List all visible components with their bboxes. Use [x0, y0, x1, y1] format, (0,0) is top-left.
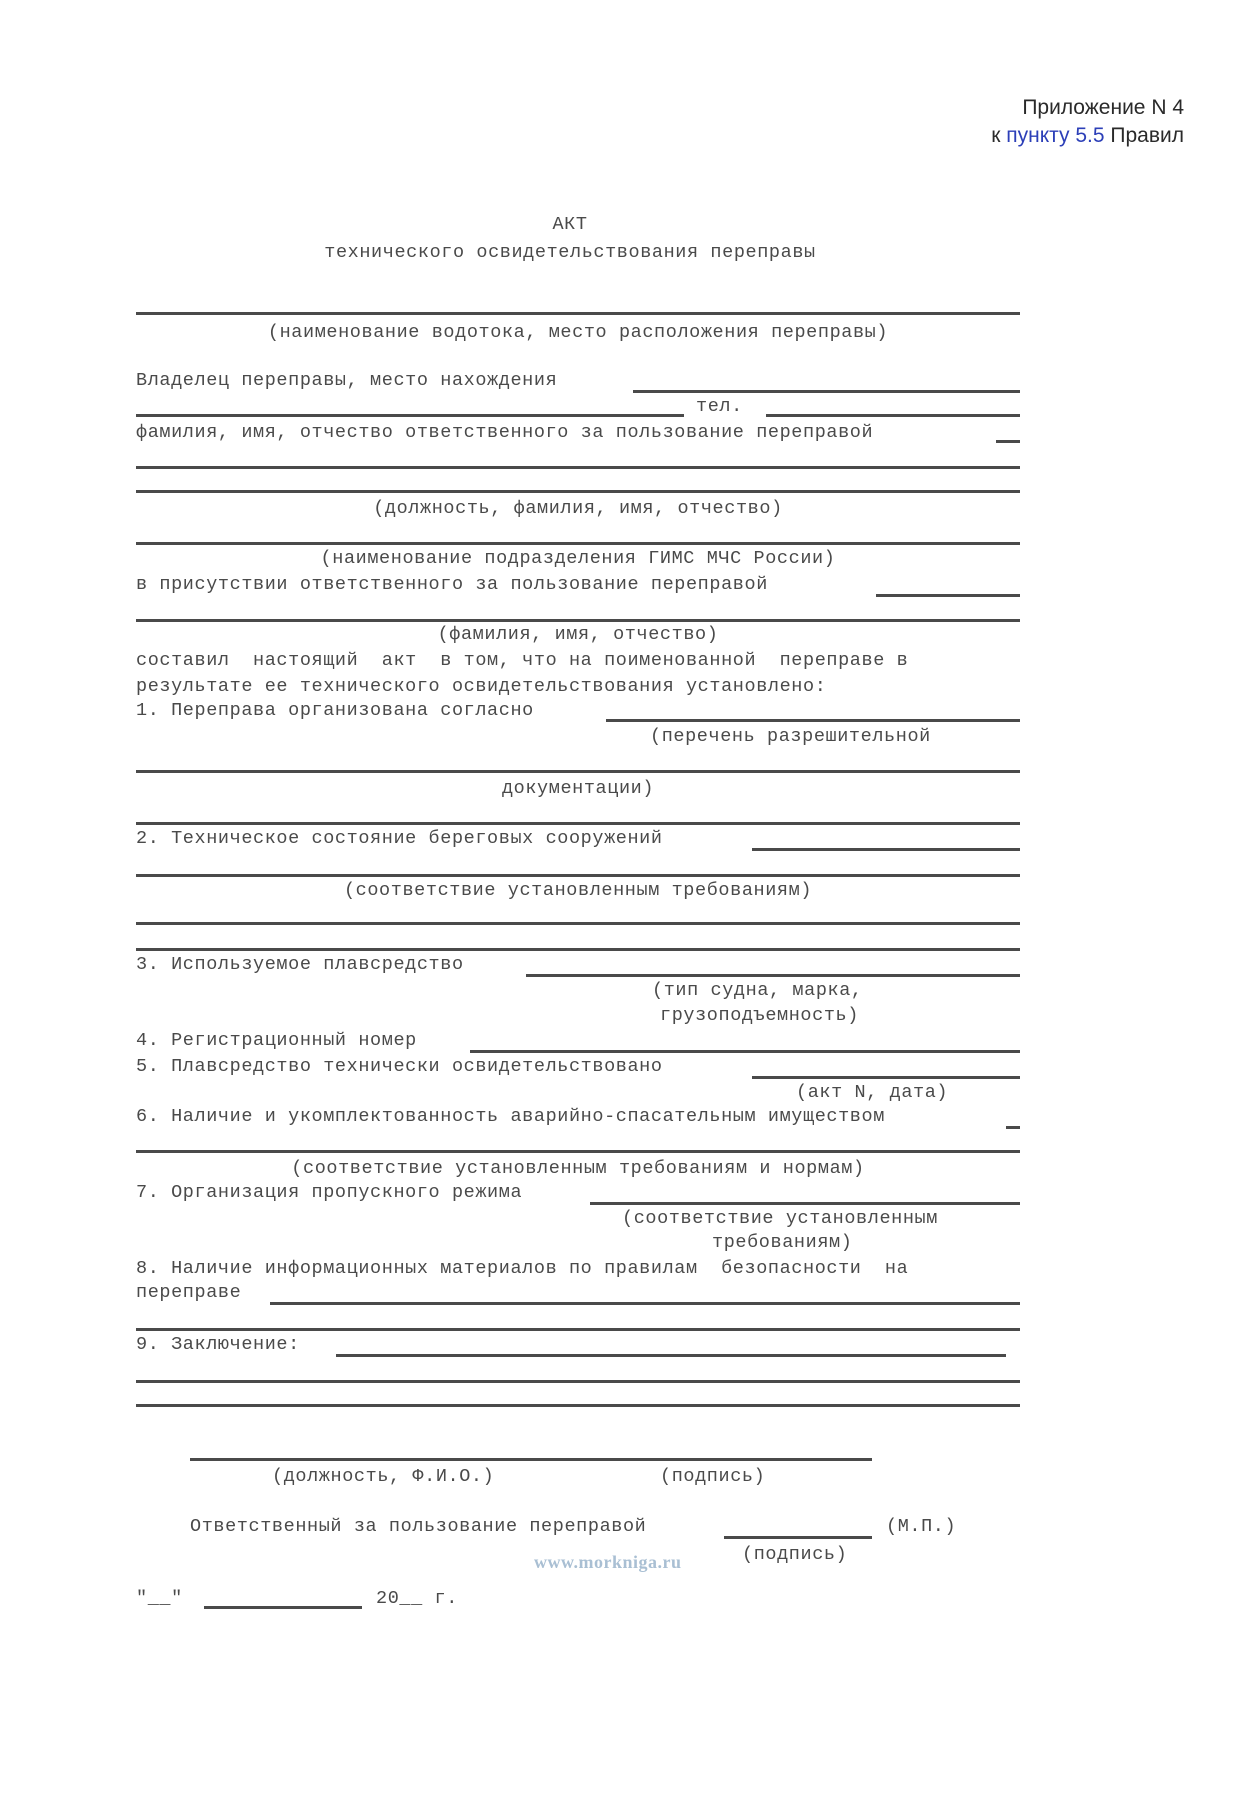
appendix-suffix: Правил [1104, 124, 1184, 147]
item2-line-3[interactable] [136, 922, 1020, 925]
item6-line-2[interactable] [136, 1150, 1020, 1153]
item8-line-3[interactable] [136, 1328, 1020, 1331]
responsible-signature-line[interactable] [724, 1536, 872, 1539]
watermark: www.morkniga.ru [534, 1552, 682, 1572]
owner-field-line[interactable] [633, 390, 1020, 393]
document-title: АКТ [552, 214, 588, 235]
owner-label: Владелец переправы, место нахождения [136, 370, 558, 391]
phone-label: тел. [696, 396, 743, 417]
item1-field-line[interactable] [606, 719, 1020, 722]
item3-hint-b: грузоподъемность) [660, 1005, 859, 1026]
presence-line-2[interactable] [136, 619, 1020, 622]
hint-position-fio: (должность, Ф.И.О.) [272, 1466, 495, 1487]
item8-line-1: 8. Наличие информационных материалов по правилам безопасности на [136, 1258, 909, 1279]
appendix-reference [991, 94, 1184, 150]
hint-signature: (подпись) [660, 1466, 766, 1487]
item6-label: 6. Наличие и укомплектованность аварийно-спасательным имуществом [136, 1106, 885, 1127]
date-day: "__" [136, 1588, 183, 1609]
hint-watercourse: (наименование водотока, место расположения переправы) [267, 322, 889, 343]
item2-field-line[interactable] [752, 848, 1020, 851]
item7-hint-a: (соответствие установленным [622, 1208, 938, 1229]
hint-fio: (фамилия, имя, отчество) [437, 624, 719, 645]
responsible-line-3[interactable] [136, 490, 1020, 493]
item9-line-3[interactable] [136, 1404, 1020, 1407]
appendix-prefix: к [991, 124, 1007, 147]
item9-line-2[interactable] [136, 1380, 1020, 1383]
appendix-clause [991, 122, 1184, 150]
date-year: 20__ г. [376, 1588, 458, 1609]
item8-field-line[interactable] [270, 1302, 1020, 1305]
responsible-label: фамилия, имя, отчество ответственного за пользование переправой [136, 422, 874, 443]
item1-label: 1. Переправа организована согласно [136, 700, 534, 721]
presence-label: в присутствии ответственного за пользование переправой [136, 574, 768, 595]
item1-line-2[interactable] [136, 770, 1020, 773]
item2-line-top[interactable] [136, 822, 1020, 825]
item3-label: 3. Используемое плавсредство [136, 954, 464, 975]
item4-label: 4. Регистрационный номер [136, 1030, 417, 1051]
responsible-field-line[interactable] [996, 440, 1020, 443]
owner-location-line[interactable] [136, 414, 684, 417]
gims-field-line[interactable] [136, 542, 1020, 545]
hint-signature-2: (подпись) [742, 1544, 848, 1565]
item1-hint-a: (перечень разрешительной [650, 726, 931, 747]
item5-label: 5. Плавсредство технически освидетельствовано [136, 1056, 663, 1077]
item2-line-4[interactable] [136, 948, 1020, 951]
clause-link[interactable]: пункту 5.5 [1006, 124, 1105, 147]
responsible-signature-label: Ответственный за пользование переправой [190, 1516, 647, 1537]
responsible-line-2[interactable] [136, 466, 1020, 469]
phone-field-line[interactable] [766, 414, 1020, 417]
item3-hint-a: (тип судна, марка, [652, 980, 863, 1001]
item2-hint: (соответствие установленным требованиям) [343, 880, 813, 901]
statement-line-2: результате ее технического освидетельствования установлено: [136, 676, 827, 697]
item9-field-line[interactable] [336, 1354, 1006, 1357]
date-month-line[interactable] [204, 1606, 362, 1609]
item1-hint-b: документации) [501, 778, 655, 799]
presence-field-line[interactable] [876, 594, 1020, 597]
item2-label: 2. Техническое состояние береговых сооружений [136, 828, 663, 849]
item5-hint: (акт N, дата) [796, 1082, 949, 1103]
inspector-signature-line[interactable] [190, 1458, 872, 1461]
item5-field-line[interactable] [752, 1076, 1020, 1079]
item2-line-2[interactable] [136, 874, 1020, 877]
item3-field-line[interactable] [526, 974, 1020, 977]
document-subtitle: технического освидетельствования переправы [324, 242, 816, 263]
item8-line-2: переправе [136, 1282, 242, 1303]
item6-hint: (соответствие установленным требованиям и нормам) [291, 1158, 865, 1179]
appendix-number: Приложение N 4 [1022, 96, 1184, 119]
item7-label: 7. Организация пропускного режима [136, 1182, 523, 1203]
item7-hint-b: требованиям) [712, 1232, 853, 1253]
item9-label: 9. Заключение: [136, 1334, 300, 1355]
item4-field-line[interactable] [470, 1050, 1020, 1053]
statement-line-1: составил настоящий акт в том, что на поименованной переправе в [136, 650, 909, 671]
stamp-label: (М.П.) [886, 1516, 957, 1537]
hint-gims: (наименование подразделения ГИМС МЧС России) [320, 548, 836, 569]
item6-field-line[interactable] [1006, 1126, 1020, 1129]
watercourse-field-line[interactable] [136, 312, 1020, 315]
hint-position-name: (должность, фамилия, имя, отчество) [373, 498, 783, 519]
item7-field-line[interactable] [590, 1202, 1020, 1205]
